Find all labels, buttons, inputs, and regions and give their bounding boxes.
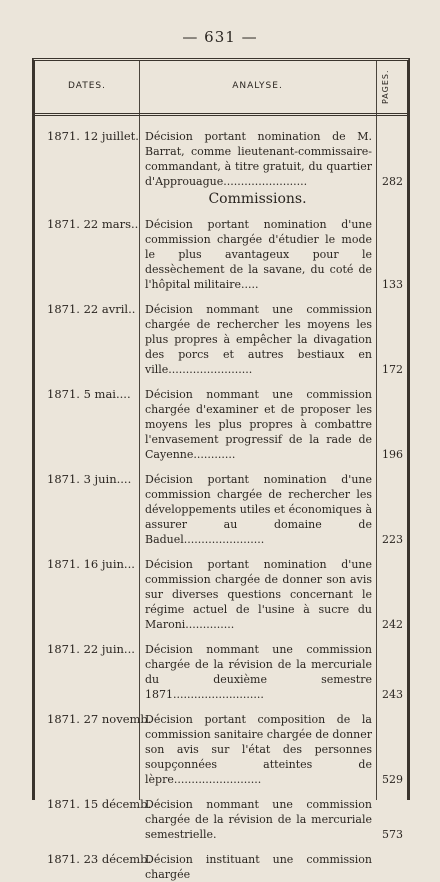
entry-analysis: Décision portant nomination de M. Barrat, comme lieutenant-commissaire-commandant, à titre gratuit, du quartier d'Approuague........................ — [145, 130, 372, 188]
entry-date: 1871. 22 juin... — [47, 642, 135, 656]
entry-date: 1871. 5 mai.... — [47, 387, 131, 401]
entry-analysis: Décision instituant une commission chargée — [145, 853, 372, 881]
entry-page: 172 — [382, 363, 403, 376]
entry-page: 529 — [382, 773, 403, 786]
table-row — [35, 377, 407, 462]
entry-date: 1871. 27 novemb. — [47, 712, 152, 726]
page-number: — 631 — — [182, 28, 258, 46]
entry-page: 223 — [382, 533, 403, 546]
header-dates: DATES. — [68, 81, 106, 91]
table-header — [35, 61, 407, 116]
table-row — [35, 292, 407, 377]
table-row — [35, 702, 407, 787]
entry-date: 1871. 22 avril.. — [47, 302, 136, 316]
entry-analysis: Décision portant nomination d'une commission chargée de donner son avis sur diverses questions concernant le régime actuel de l'usine à sucre du Maroni.............. — [145, 558, 372, 631]
entry-date: 1871. 15 décemb. — [47, 797, 152, 811]
table-row — [35, 632, 407, 702]
entry-date: 1871. 16 juin... — [47, 557, 135, 571]
header-analyse: ANALYSE. — [232, 81, 283, 91]
entry-analysis: Décision nommant une commission chargée de la révision de la mercuriale du deuxième semestre 1871.......................... — [145, 643, 372, 701]
index-table — [32, 58, 410, 881]
table-row — [35, 462, 407, 547]
entry-page: 196 — [382, 448, 403, 461]
table-row — [35, 207, 407, 292]
table-row — [35, 787, 407, 842]
entry-page: 573 — [382, 828, 403, 841]
table-row — [35, 842, 407, 882]
header-pages: PAGES. — [381, 69, 390, 105]
entry-page — [376, 842, 407, 882]
entry-analysis: Décision portant nomination d'une commission chargée de rechercher les développements utiles et économiques à assurer au domaine de Baduel....................... — [145, 473, 372, 546]
entry-analysis: Décision nommant une commission chargée de la révision de la mercuriale semestrielle. — [145, 798, 372, 841]
entry-analysis: Décision nommant une commission chargée d'examiner et de proposer les moyens les plus propres à combattre l'envasement progressif de la rade de Cayenne............ — [145, 388, 372, 461]
entry-page: 133 — [382, 278, 403, 291]
entry-date: 1871. 3 juin.... — [47, 472, 132, 486]
entry-page: 282 — [382, 175, 403, 188]
entry-page: 242 — [382, 618, 403, 631]
entry-page: 243 — [382, 688, 403, 701]
entry-analysis: Décision portant composition de la commission sanitaire chargée de donner son avis sur l'état des personnes soupçonnées atteintes de lèpre......................... — [145, 713, 373, 786]
entry-date: 1871. 12 juillet. — [47, 129, 139, 143]
entry-analysis: Décision nommant une commission chargée de rechercher les moyens les plus propres à empêcher la divagation des porcs et autres bestiaux en ville........................ — [145, 303, 372, 376]
section-title: Commissions. — [208, 191, 307, 207]
table-row — [35, 119, 407, 189]
table-row — [35, 547, 407, 632]
entry-date: 1871. 22 mars.. — [47, 217, 139, 231]
table-body — [35, 119, 407, 882]
entry-date: 1871. 23 décemb. — [47, 852, 152, 866]
entry-analysis: Décision portant nomination d'une commission chargée d'étudier le mode le plus avantageux pour le dessèchement de la savane, du coté de l'hôpital militaire..... — [145, 218, 372, 291]
